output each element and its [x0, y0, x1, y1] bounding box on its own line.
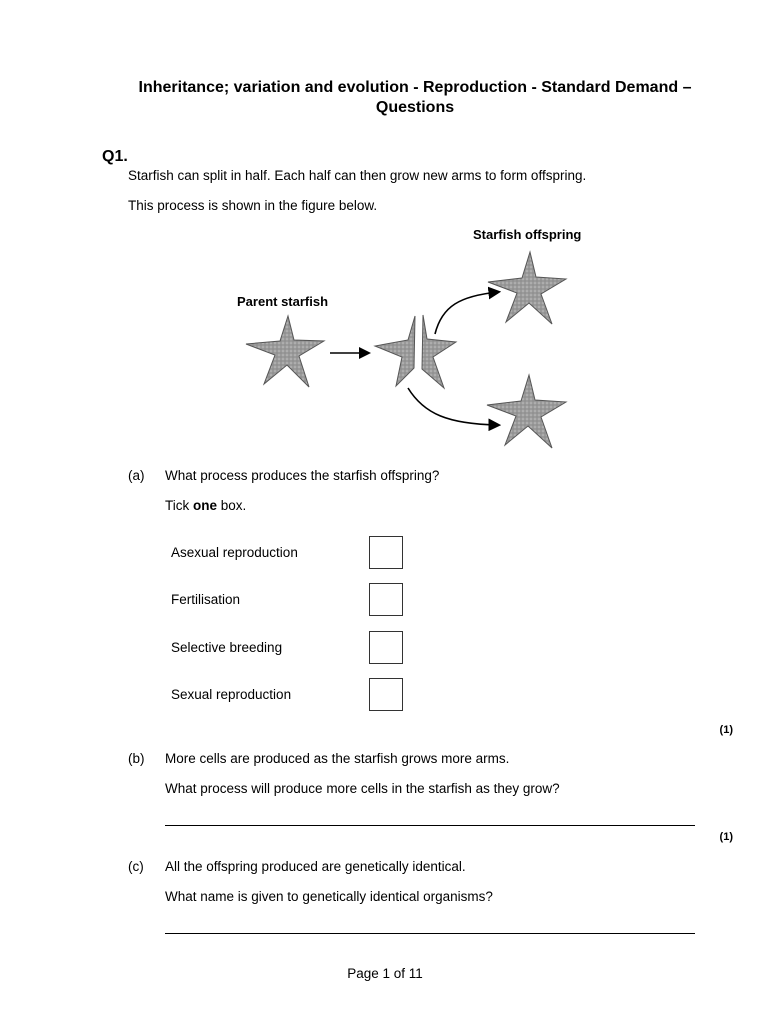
starfish-figure — [230, 222, 600, 457]
option-label-sexual: Sexual reproduction — [171, 687, 292, 702]
split-starfish-right-half — [422, 315, 456, 388]
part-c-question: What name is given to genetically identical organisms? — [165, 889, 493, 904]
upper-offspring-starfish — [488, 252, 566, 324]
option-label-fertilisation: Fertilisation — [171, 592, 241, 607]
option-label-selective-breeding: Selective breeding — [171, 640, 283, 655]
lower-offspring-starfish — [487, 375, 566, 448]
tick-box-asexual-reproduction[interactable] — [369, 536, 403, 569]
part-a-label: (a) — [128, 468, 145, 483]
option-label-asexual: Asexual reproduction — [171, 545, 298, 560]
intro-text-1: Starfish can split in half. Each half can then grow new arms to form offspring. — [128, 168, 587, 183]
parent-starfish — [246, 316, 324, 387]
part-b-marks: (1) — [719, 831, 733, 843]
part-b-answer-line[interactable] — [165, 825, 695, 826]
part-c-answer-line[interactable] — [165, 933, 695, 934]
arrow-to-upper-offspring — [435, 292, 498, 334]
tick-box-fertilisation[interactable] — [369, 583, 403, 616]
question-number: Q1. — [102, 148, 128, 165]
part-a-instruction: Tick one box. — [165, 498, 247, 513]
split-starfish-left-half — [375, 316, 415, 386]
page-footer: Page 1 of 11 — [347, 966, 423, 981]
part-c-statement: All the offspring produced are genetically identical. — [165, 859, 466, 874]
part-b-statement: More cells are produced as the starfish grows more arms. — [165, 751, 510, 766]
intro-text-2: This process is shown in the figure below. — [128, 198, 378, 213]
part-a-marks: (1) — [719, 724, 733, 736]
part-a-question: What process produces the starfish offspring? — [165, 468, 440, 483]
page-title: Inheritance; variation and evolution - Reproduction - Standard Demand – Questions — [138, 79, 692, 116]
tick-box-selective-breeding[interactable] — [369, 631, 403, 664]
part-b-label: (b) — [128, 751, 145, 766]
parent-starfish-label: Parent starfish — [237, 294, 329, 309]
tick-box-sexual-reproduction[interactable] — [369, 678, 403, 711]
arrow-to-lower-offspring — [408, 388, 498, 425]
offspring-label: Starfish offspring — [473, 227, 582, 242]
part-b-question: What process will produce more cells in the starfish as they grow? — [165, 781, 560, 796]
part-c-label: (c) — [128, 859, 144, 874]
